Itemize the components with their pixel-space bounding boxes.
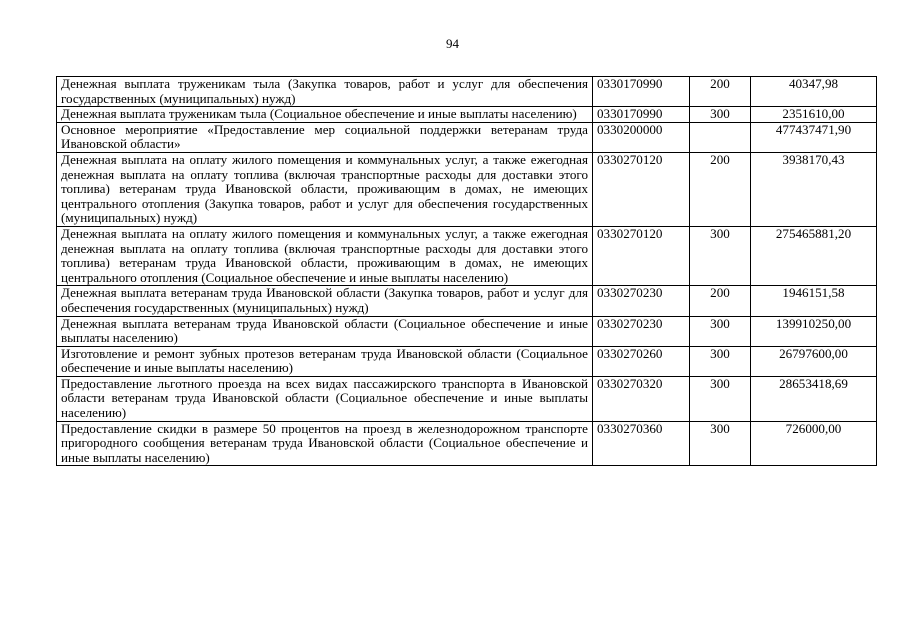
amount-cell: 726000,00: [751, 421, 877, 466]
target-article-code-cell: 0330270260: [593, 346, 690, 376]
expense-type-code-cell: 300: [690, 226, 751, 285]
expense-type-code-cell: 300: [690, 316, 751, 346]
target-article-code-cell: 0330270120: [593, 152, 690, 226]
expense-type-code-cell: 300: [690, 346, 751, 376]
table-row: [57, 316, 877, 346]
expense-name-cell: Денежная выплата ветеранам труда Ивановской области (Закупка товаров, работ и услуг для обеспечения государственных (муниципальных) нужд): [57, 286, 593, 316]
expense-type-code-cell: 200: [690, 286, 751, 316]
expense-type-code-cell: 300: [690, 421, 751, 466]
expense-name-cell: Предоставление льготного проезда на всех видах пассажирского транспорта в Ивановской области ветеранам труда Ивановской области (Социальное обеспечение и иные выплаты населению): [57, 376, 593, 421]
expense-type-code-cell: 300: [690, 107, 751, 123]
amount-cell: 3938170,43: [751, 152, 877, 226]
target-article-code-cell: 0330270360: [593, 421, 690, 466]
expense-name-cell: Основное мероприятие «Предоставление мер социальной поддержки ветеранам труда Ивановской области»: [57, 122, 593, 152]
expense-name-cell: Денежная выплата ветеранам труда Ивановской области (Социальное обеспечение и иные выплаты населению): [57, 316, 593, 346]
amount-cell: 477437471,90: [751, 122, 877, 152]
amount-cell: 40347,98: [751, 77, 877, 107]
expense-name-cell: Денежная выплата на оплату жилого помещения и коммунальных услуг, а также ежегодная денежная выплата на оплату топлива (включая транспортные расходы для доставки этого топлива) ветеранам труда Ивановской области, проживающим в домах, не имеющих центрального отопления (Закупка товаров, работ и услуг для обеспечения государственных (муниципальных) нужд): [57, 152, 593, 226]
target-article-code-cell: 0330270230: [593, 286, 690, 316]
expense-name-cell: Денежная выплата труженикам тыла (Социальное обеспечение и иные выплаты населению): [57, 107, 593, 123]
expense-name-cell: Денежная выплата на оплату жилого помещения и коммунальных услуг, а также ежегодная денежная выплата на оплату топлива (включая транспортные расходы для доставки этого топлива) ветеранам труда Ивановской области, проживающим в домах, не имеющих центрального отопления (Социальное обеспечение и иные выплаты населению): [57, 226, 593, 285]
amount-cell: 139910250,00: [751, 316, 877, 346]
table-row: [57, 376, 877, 421]
page-number: 94: [446, 36, 459, 51]
target-article-code-cell: 0330200000: [593, 122, 690, 152]
target-article-code-cell: 0330170990: [593, 107, 690, 123]
budget-table: [56, 76, 877, 466]
expense-type-code-cell: 200: [690, 77, 751, 107]
expense-type-code-cell: [690, 122, 751, 152]
amount-cell: 26797600,00: [751, 346, 877, 376]
expense-type-code-cell: 300: [690, 376, 751, 421]
table-row: [57, 77, 877, 107]
table-row: [57, 107, 877, 123]
table-row: [57, 152, 877, 226]
table-row: [57, 122, 877, 152]
expense-name-cell: Денежная выплата труженикам тыла (Закупка товаров, работ и услуг для обеспечения государственных (муниципальных) нужд): [57, 77, 593, 107]
table-row: [57, 286, 877, 316]
table-row: [57, 346, 877, 376]
amount-cell: 275465881,20: [751, 226, 877, 285]
expense-name-cell: Предоставление скидки в размере 50 процентов на проезд в железнодорожном транспорте пригородного сообщения ветеранам труда Ивановской области (Социальное обеспечение и иные выплаты населению): [57, 421, 593, 466]
amount-cell: 2351610,00: [751, 107, 877, 123]
target-article-code-cell: 0330270230: [593, 316, 690, 346]
target-article-code-cell: 0330270320: [593, 376, 690, 421]
amount-cell: 1946151,58: [751, 286, 877, 316]
table-row: [57, 226, 877, 285]
table-row: [57, 421, 877, 466]
expense-type-code-cell: 200: [690, 152, 751, 226]
target-article-code-cell: 0330270120: [593, 226, 690, 285]
target-article-code-cell: 0330170990: [593, 77, 690, 107]
expense-name-cell: Изготовление и ремонт зубных протезов ветеранам труда Ивановской области (Социальное обеспечение и иные выплаты населению): [57, 346, 593, 376]
amount-cell: 28653418,69: [751, 376, 877, 421]
